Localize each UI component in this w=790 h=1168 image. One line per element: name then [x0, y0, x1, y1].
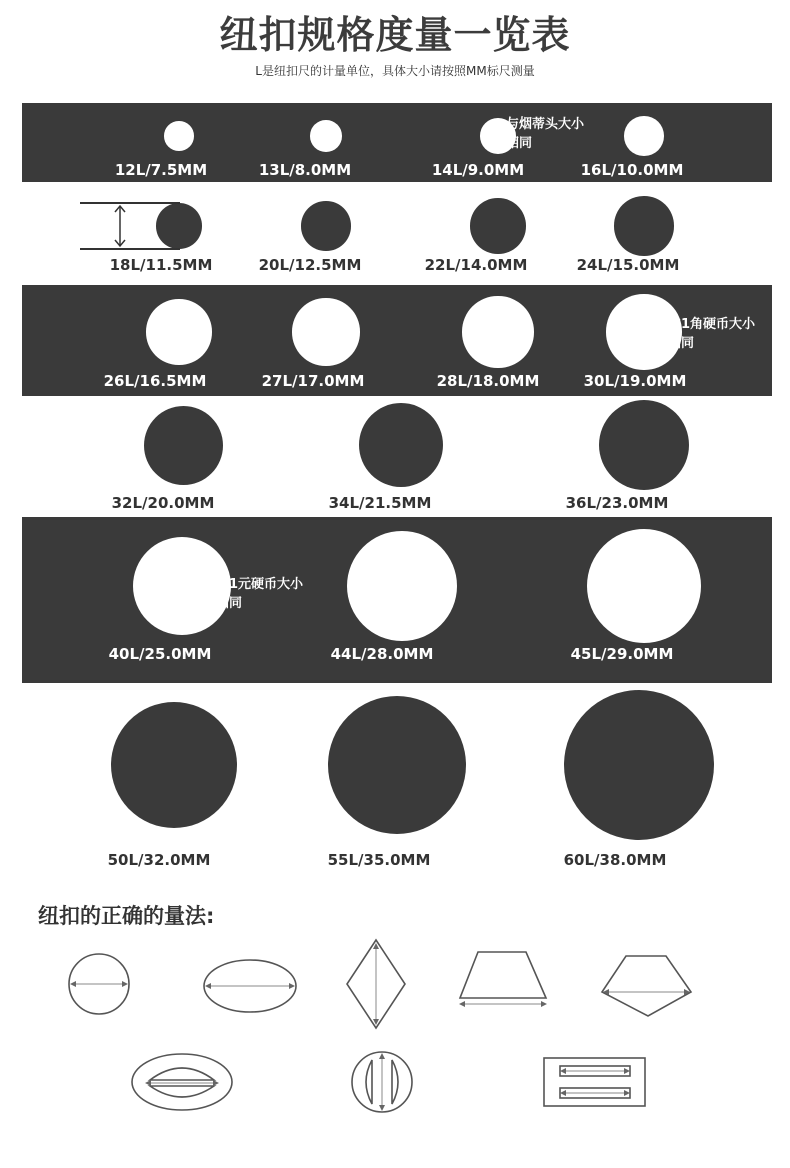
rectangle-button-diagram	[544, 1058, 645, 1106]
size-comparison-note: 与1元硬币大小相同	[216, 577, 304, 611]
button-size-circle	[470, 198, 525, 253]
measure-section-title: 纽扣的正确的量法:	[38, 904, 215, 928]
button-size-label: 32L/20.0MM	[111, 494, 215, 512]
button-size-label: 20L/12.5MM	[258, 256, 362, 274]
button-size-label: 34L/21.5MM	[328, 494, 432, 512]
button-size-circle	[146, 299, 211, 364]
size-row-3	[22, 285, 772, 396]
button-size-label: 40L/25.0MM	[108, 645, 212, 663]
button-size-label: 50L/32.0MM	[107, 851, 211, 869]
size-row-4	[22, 400, 772, 513]
button-size-circle	[462, 296, 533, 367]
button-size-circle	[587, 529, 702, 644]
button-size-circle	[599, 400, 690, 491]
trapezoid-button-diagram	[460, 952, 546, 1004]
button-size-label: 16L/10.0MM	[580, 161, 684, 179]
button-size-label: 55L/35.0MM	[327, 851, 431, 869]
button-size-label: 27L/17.0MM	[261, 372, 365, 390]
size-row-5	[22, 517, 772, 683]
button-size-label: 60L/38.0MM	[563, 851, 667, 869]
button-size-label: 14L/9.0MM	[431, 161, 525, 179]
button-size-circle	[347, 531, 458, 642]
hexagon-button-diagram	[602, 956, 691, 1016]
button-size-label: 36L/23.0MM	[565, 494, 669, 512]
oval-button-diagram	[204, 960, 296, 1012]
button-size-circle	[624, 116, 664, 156]
page-title: 纽扣规格度量一览表	[219, 13, 571, 57]
size-comparison-note: 与烟蒂头大小相同	[506, 117, 585, 151]
size-row-6	[22, 688, 772, 883]
button-size-circle	[310, 120, 342, 152]
button-size-circle	[111, 702, 237, 828]
button-size-circle	[301, 201, 350, 250]
button-size-label: 22L/14.0MM	[424, 256, 528, 274]
button-size-label: 44L/28.0MM	[330, 645, 434, 663]
button-size-label: 30L/19.0MM	[583, 372, 687, 390]
button-size-label: 26L/16.5MM	[103, 372, 207, 390]
slotted-round-button-diagram	[352, 1052, 412, 1112]
button-size-circle	[144, 406, 223, 485]
size-comparison-note: 与1角硬币大小相同	[668, 317, 756, 351]
button-size-circle	[164, 121, 194, 151]
button-size-circle	[359, 403, 444, 488]
round-button-diagram	[69, 954, 129, 1014]
page-subtitle: L是纽扣尺的计量单位，具体大小请按照MM标尺测量	[255, 64, 535, 78]
size-row-1	[22, 103, 772, 182]
button-size-label: 13L/8.0MM	[258, 161, 352, 179]
size-row-2	[22, 192, 772, 275]
button-size-label: 28L/18.0MM	[436, 372, 540, 390]
measure-guide-icon	[80, 198, 190, 258]
button-size-circle	[328, 696, 466, 834]
button-size-label: 24L/15.0MM	[576, 256, 680, 274]
button-size-label: 18L/11.5MM	[109, 256, 213, 274]
button-size-circle	[614, 196, 673, 255]
button-size-label: 45L/29.0MM	[570, 645, 674, 663]
button-size-circle	[564, 690, 714, 840]
button-size-circle	[292, 298, 359, 365]
button-size-label: 12L/7.5MM	[114, 161, 208, 179]
measure-diagrams	[0, 930, 790, 1168]
oval-slot-button-diagram	[132, 1054, 232, 1110]
diamond-button-diagram	[347, 940, 405, 1028]
